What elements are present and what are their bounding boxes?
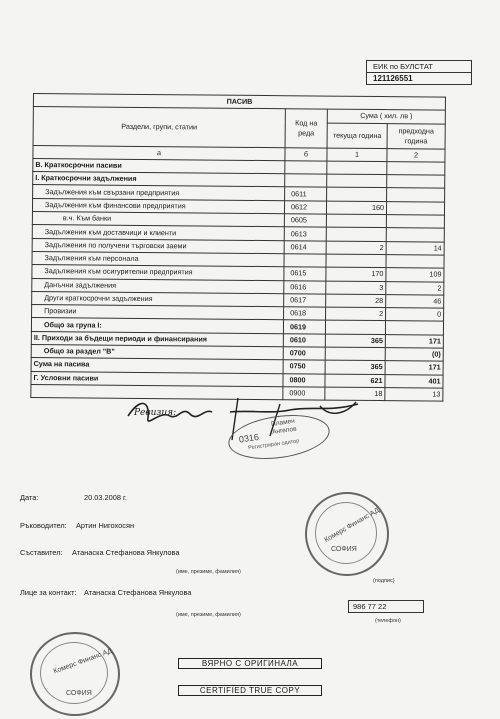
contact-name: Атанаска Стефанова Янкулова — [84, 588, 192, 597]
row-code: 0800 — [283, 373, 325, 387]
row-code: 0618 — [284, 307, 326, 321]
index-cell: а — [33, 145, 285, 160]
name-hint-2: (име, презиме, фамилия) — [176, 612, 241, 618]
row-label: Задължения към финансови предприятия — [32, 198, 284, 213]
row-previous — [387, 161, 445, 175]
row-current — [326, 214, 386, 228]
row-current — [326, 254, 386, 268]
row-label: Задължения към доставчици и клиенти — [32, 225, 284, 240]
row-current — [326, 227, 386, 241]
manager-label: Ръководител: — [20, 521, 67, 530]
row-current: 365 — [325, 360, 385, 374]
row-current — [327, 161, 387, 175]
auditor-stamp-name2: Ангелов — [271, 425, 298, 436]
row-current: 170 — [326, 267, 386, 281]
certified-stamp — [178, 658, 322, 696]
row-current — [325, 321, 385, 335]
row-code: 0613 — [284, 227, 326, 241]
row-current: 28 — [326, 294, 386, 308]
row-previous: 109 — [386, 268, 444, 282]
row-label: Други краткосрочни задължения — [32, 291, 284, 306]
row-previous: 2 — [386, 281, 444, 295]
row-previous: 46 — [386, 294, 444, 308]
row-previous: (0) — [385, 348, 443, 362]
row-label: Общо за раздел "В" — [31, 345, 283, 360]
table-title: ПАСИВ — [33, 94, 445, 111]
row-label: в.ч. Към банки — [32, 212, 284, 227]
row-previous — [387, 175, 445, 189]
name-hint: (име, презиме, фамилия) — [176, 569, 241, 575]
company-stamp-2-icon — [30, 632, 120, 716]
row-code: 0605 — [284, 214, 326, 228]
row-current: 365 — [325, 334, 385, 348]
row-previous: 171 — [385, 361, 443, 375]
liabilities-table — [30, 93, 446, 402]
row-code: 0614 — [284, 240, 326, 254]
row-code: 0750 — [283, 360, 325, 374]
row-previous: 401 — [385, 374, 443, 388]
row-previous — [386, 215, 444, 229]
row-previous: 171 — [385, 334, 443, 348]
row-label: Задължения към свързани предприятия — [33, 185, 285, 200]
auditor-stamp-role: Регистриран одитор — [247, 438, 300, 452]
row-code: 0700 — [283, 347, 325, 361]
phone-hint: (телефон) — [375, 618, 401, 624]
row-code — [285, 161, 327, 175]
date-label: Дата: — [20, 493, 39, 502]
row-label: Сума на пасива — [31, 358, 283, 373]
sign-hint: (подпис) — [373, 578, 395, 584]
row-code: 0617 — [284, 294, 326, 308]
row-label: II. Приходи за бъдещи периоди и финансирания — [31, 331, 283, 346]
row-current — [325, 347, 385, 361]
date-value: 20.03.2008 г. — [84, 493, 127, 502]
company-stamp-text: Комерс Финанс АД — [323, 506, 381, 545]
eik-box — [366, 60, 472, 85]
row-previous — [386, 228, 444, 242]
company-stamp-2-city: СОФИЯ — [66, 690, 92, 697]
row-code — [285, 174, 327, 188]
company-stamp-city: СОФИЯ — [331, 546, 357, 553]
certified-en: CERTIFIED TRUE COPY — [178, 685, 322, 696]
row-label: Г. Условни пасиви — [31, 371, 283, 386]
col-header-code: Код на реда — [285, 109, 327, 148]
row-code — [284, 254, 326, 268]
row-code: 0611 — [285, 187, 327, 201]
index-cell: 1 — [327, 148, 387, 162]
row-previous — [385, 321, 443, 335]
company-stamp-2-text: Комерс Финанс АД — [52, 647, 114, 676]
table-body — [31, 158, 445, 401]
row-label: I. Краткосрочни задължения — [33, 172, 285, 187]
row-current: 160 — [326, 201, 386, 215]
eik-value: 121126551 — [367, 72, 471, 84]
row-current: 2 — [326, 307, 386, 321]
compiler-name: Атанаска Стефанова Янкулова — [72, 548, 180, 557]
eik-label: ЕИК по БУЛСТАТ — [373, 62, 433, 71]
row-previous: 13 — [385, 388, 443, 402]
contact-label: Лице за контакт: — [20, 588, 77, 597]
col-header-current: текуща година — [327, 123, 387, 149]
row-code: 0610 — [283, 333, 325, 347]
row-previous: 0 — [386, 308, 444, 322]
row-previous — [386, 201, 444, 215]
row-label: Задължения по получени търговски заеми — [32, 238, 284, 253]
row-current: 621 — [325, 374, 385, 388]
row-label: Задължения към персонала — [32, 251, 284, 266]
signature-label: Ревизия: — [134, 408, 177, 418]
row-current — [327, 174, 387, 188]
row-current — [327, 188, 387, 202]
auditor-stamp-number: 0316 — [238, 431, 260, 445]
row-code: 0616 — [284, 280, 326, 294]
auditor-stamp-name1: Пламен — [270, 417, 296, 428]
compiler-label: Съставител: — [20, 548, 63, 557]
certified-bg: ВЯРНО С ОРИГИНАЛА — [178, 658, 322, 669]
row-label: Задължения към осигурителни предприятия — [32, 265, 284, 280]
row-label: Провизии — [32, 305, 284, 320]
row-current: 18 — [325, 387, 385, 401]
company-stamp-icon — [305, 492, 389, 576]
index-cell: б — [285, 147, 327, 161]
row-label: Общо за група I: — [31, 318, 283, 333]
row-current: 3 — [326, 281, 386, 295]
row-label: Данъчни задължения — [32, 278, 284, 293]
row-code: 0612 — [284, 200, 326, 214]
row-code: 0900 — [283, 387, 325, 401]
row-previous — [387, 188, 445, 202]
manager-name: Артин Нигохосян — [76, 521, 135, 530]
row-label: В. Краткосрочни пасиви — [33, 158, 285, 173]
col-header-sections: Раздели, групи, статии — [33, 107, 285, 147]
col-header-sum: Сума ( хил. лв ) — [327, 109, 445, 123]
col-header-previous: предходна година — [387, 123, 445, 149]
row-previous: 14 — [386, 241, 444, 255]
row-code: 0619 — [283, 320, 325, 334]
row-code: 0615 — [284, 267, 326, 281]
index-cell: 2 — [387, 148, 445, 162]
row-previous — [386, 255, 444, 269]
row-current: 2 — [326, 241, 386, 255]
phone-field: 986 77 22 — [348, 600, 424, 613]
